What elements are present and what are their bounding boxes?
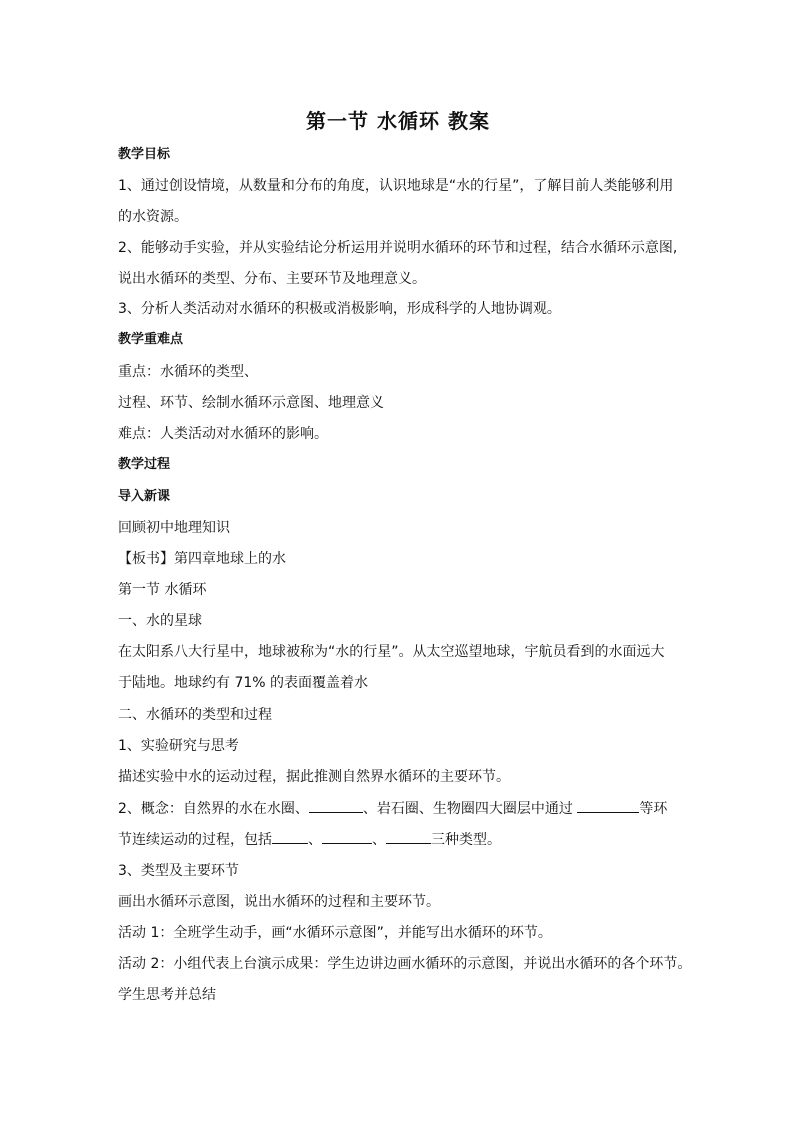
board-text: 【板书】第四章地球上的水 <box>118 551 286 567</box>
fill-blank-3[interactable] <box>272 829 308 844</box>
difficult-point: 难点：人类活动对水循环的影响。 <box>118 426 328 442</box>
fill-blank-2[interactable] <box>577 798 639 813</box>
heading-intro: 导入新课 <box>118 489 171 504</box>
concept-text-2: 、岩石圈、生物圈四大圈层中通过 <box>362 801 578 817</box>
sub-3-title: 3、类型及主要环节 <box>118 863 239 879</box>
page-title: 第一节 水循环 教案 <box>306 109 490 133</box>
fill-blank-5[interactable] <box>386 829 431 844</box>
paragraph-1-line-1: 在太阳系八大行星中，地球被称为“水的行星”。从太空巡望地球，宇航员看到的水面远大 <box>118 644 665 660</box>
activity-1: 活动 1：全班学生动手，画“水循环示意图”，并能写出水循环的环节。 <box>118 925 552 941</box>
goal-1-line-1: 1、通过创设情境，从数量和分布的角度，认识地球是“水的行星”，了解目前人类能够利用 <box>118 178 674 194</box>
concept-text-1: 2、概念：自然界的水在水圈、 <box>118 801 309 817</box>
concept-text-5: 三种类型。 <box>431 832 501 848</box>
heading-key-points: 教学重难点 <box>118 332 184 347</box>
activity-2: 活动 2：小组代表上台演示成果：学生边讲边画水循环的示意图，并说出水循环的各个环节。 <box>118 956 692 972</box>
heading-teaching-goals: 教学目标 <box>118 147 171 162</box>
goal-2-line-2: 说出水循环的类型、分布、主要环节及地理意义。 <box>118 271 426 287</box>
goal-3: 3、分析人类活动对水循环的积极或消极影响，形成科学的人地协调观。 <box>118 301 561 317</box>
key-point-1: 重点：水循环的类型、 <box>118 364 258 380</box>
fill-blank-4[interactable] <box>322 829 372 844</box>
sub-3-text: 画出水循环示意图，说出水循环的过程和主要环节。 <box>118 894 440 910</box>
part-1-title: 一、水的星球 <box>118 613 202 629</box>
goal-2-line-1: 2、能够动手实验，并从实验结论分析运用并说明水循环的环节和过程，结合水循环示意图, <box>118 240 678 256</box>
intro-text: 回顾初中地理知识 <box>118 520 230 536</box>
concept-text-4: 节连续运动的过程，包括 <box>118 832 272 848</box>
fill-blank-1[interactable] <box>309 798 363 813</box>
heading-teaching-process: 教学过程 <box>118 457 171 472</box>
summary-text: 学生思考并总结 <box>118 987 216 1003</box>
concept-text-3: 等环 <box>639 801 668 817</box>
part-2-title: 二、水循环的类型和过程 <box>118 707 272 723</box>
key-point-2: 过程、环节、绘制水循环示意图、地理意义 <box>118 395 384 411</box>
sub-1-title: 1、实验研究与思考 <box>118 738 239 754</box>
concept-line-2 <box>118 829 501 850</box>
concept-separator-1: 、 <box>308 832 322 848</box>
concept-separator-2: 、 <box>372 832 386 848</box>
concept-line-1 <box>118 798 667 819</box>
sub-1-text: 描述实验中水的运动过程，据此推测自然界水循环的主要环节。 <box>118 769 510 785</box>
section-title: 第一节 水循环 <box>118 582 207 598</box>
goal-1-line-2: 的水资源。 <box>118 209 188 225</box>
paragraph-1-line-2: 于陆地。地球约有 71% 的表面覆盖着水 <box>118 675 369 691</box>
